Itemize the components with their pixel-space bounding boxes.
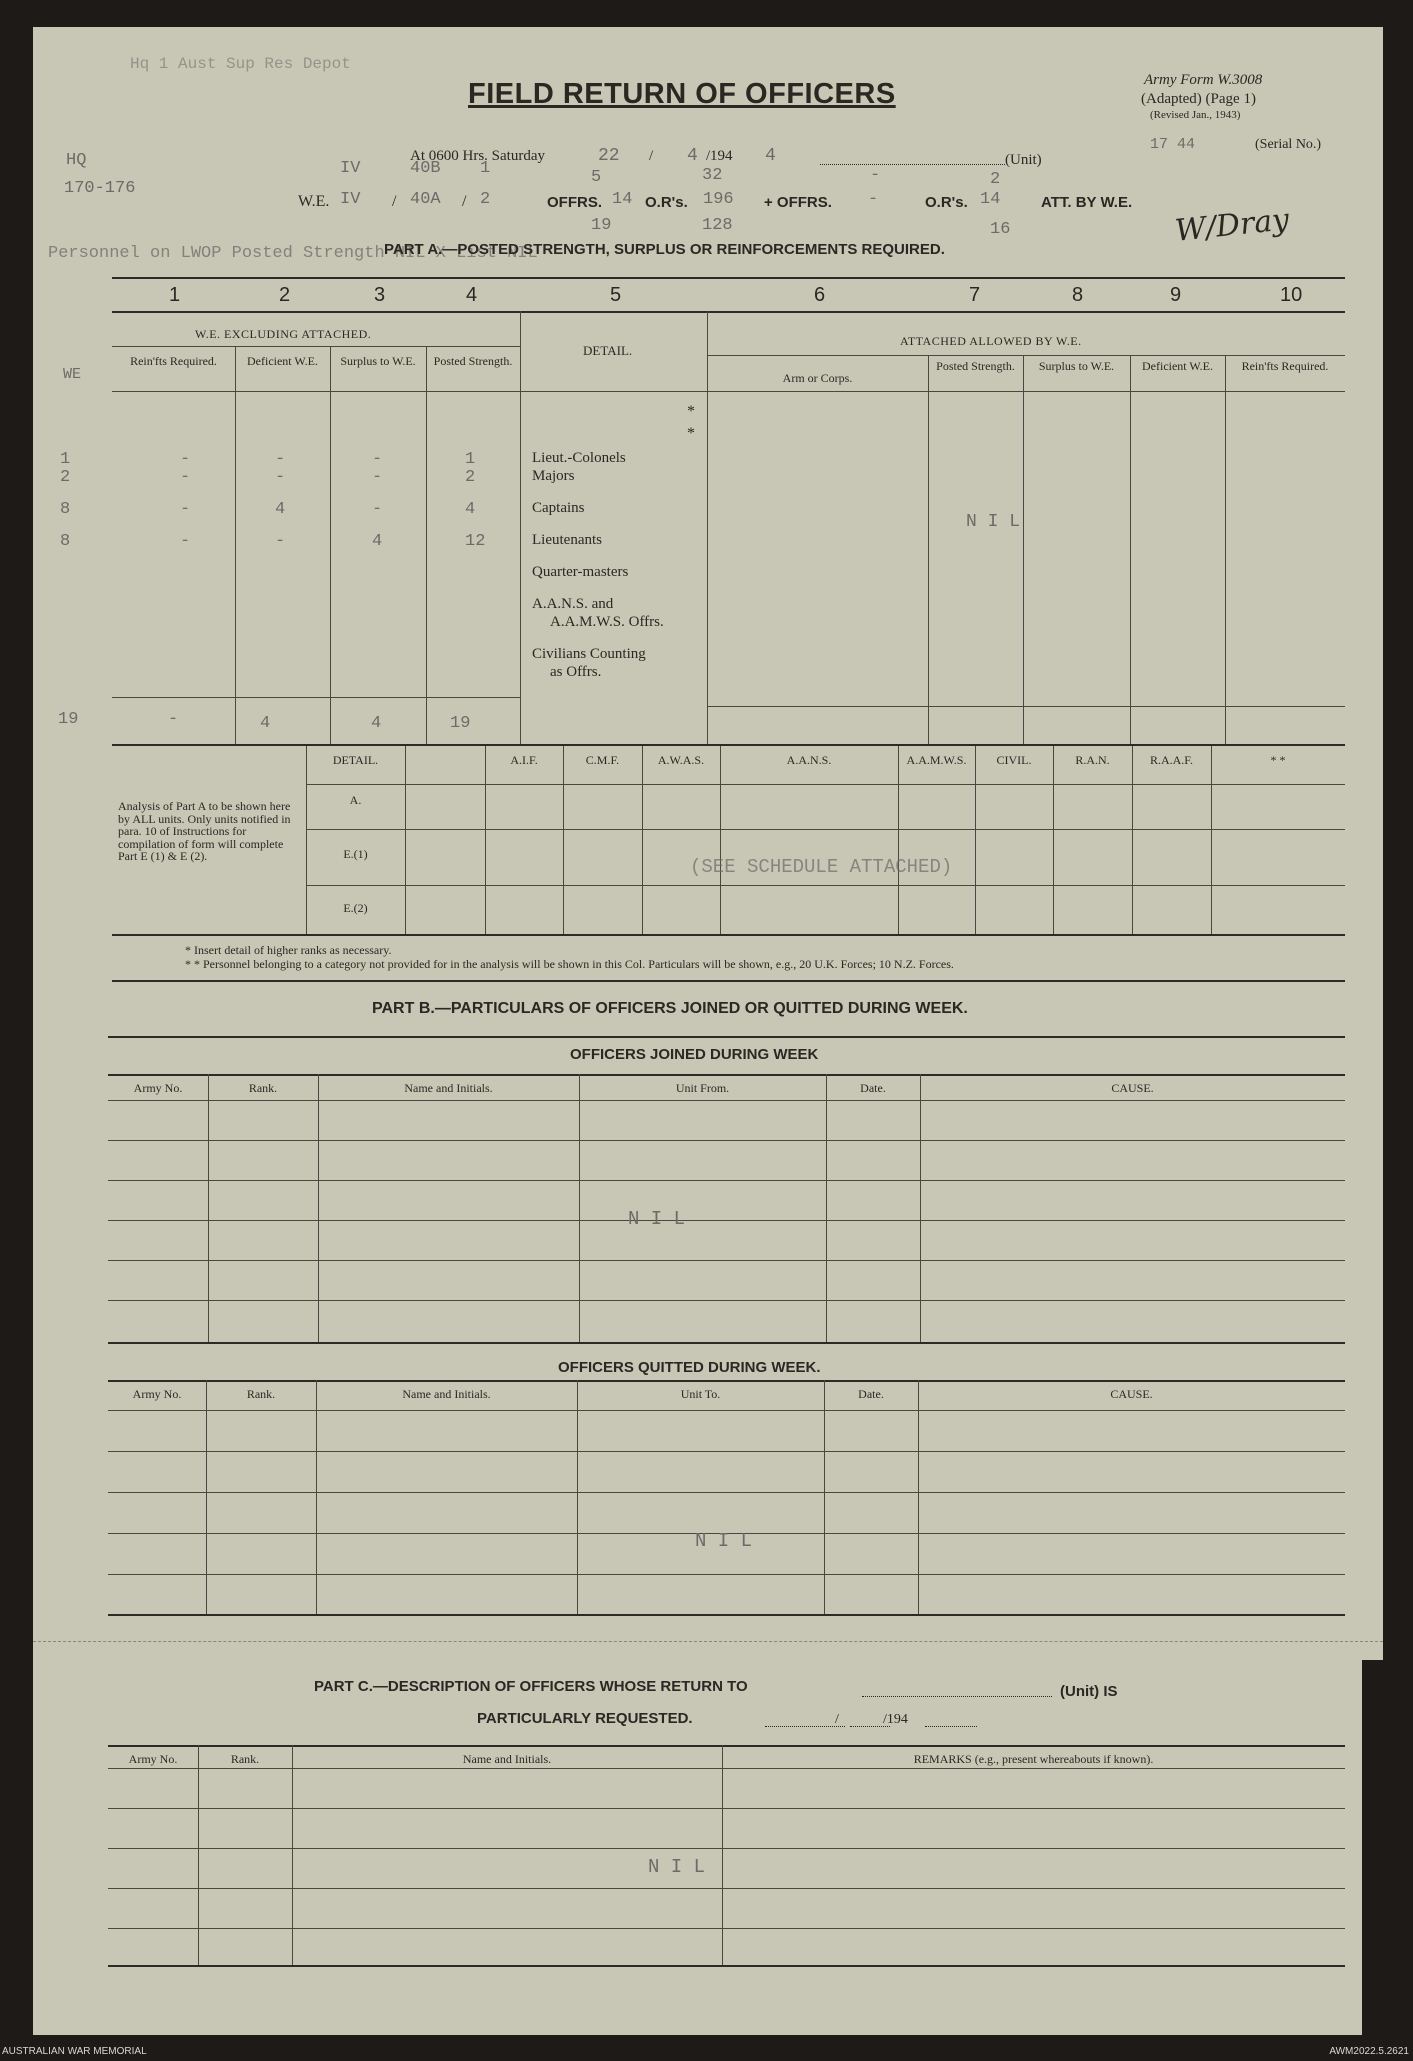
- row-posted: 1: [465, 450, 476, 469]
- date-month: 4: [687, 146, 698, 166]
- part-c-year: /194: [883, 1712, 908, 1727]
- table-header: Name and Initials.: [404, 1081, 493, 1095]
- row-detail: Captains: [532, 500, 585, 516]
- row-surplus: -: [372, 468, 383, 487]
- offrs-below: 19: [591, 216, 612, 235]
- row-posted: 4: [465, 500, 476, 519]
- footnote-1: * Insert detail of higher ranks as necessary.: [185, 943, 392, 957]
- row-reinf: -: [180, 450, 191, 469]
- row-posted: 2: [465, 468, 476, 487]
- typed-range: 170-176: [64, 179, 136, 198]
- serial-number-value: 17 44: [1150, 136, 1196, 153]
- attached-allowed-label: ATTACHED ALLOWED BY W.E.: [900, 334, 1082, 348]
- serial-number-label: (Serial No.): [1255, 137, 1322, 152]
- row-deficient: -: [275, 468, 286, 487]
- quitted-title: OFFICERS QUITTED DURING WEEK.: [558, 1359, 821, 1376]
- part-c-title: PART C.—DESCRIPTION OF OFFICERS WHOSE RETURN TO: [314, 1678, 748, 1695]
- table-header: REMARKS (e.g., present whereabouts if known).: [913, 1752, 1154, 1766]
- row-detail: Majors: [532, 468, 575, 484]
- joined-nil: N I L: [628, 1208, 686, 1230]
- offrs-label: OFFRS.: [547, 194, 602, 211]
- column-number: 5: [610, 284, 622, 306]
- row-posted: 12: [465, 532, 486, 551]
- quitted-nil: N I L: [695, 1530, 753, 1552]
- total-posted: 19: [450, 714, 471, 733]
- part-a-header: Rein'fts Required.: [1241, 359, 1329, 373]
- we-value-1: IV: [340, 190, 361, 209]
- analysis-header: CIVIL.: [996, 753, 1032, 767]
- part-c-unit-is: (Unit) IS: [1060, 1683, 1118, 1700]
- part-a-header: Surplus to W.E.: [340, 354, 416, 368]
- signature: W/Dray: [1173, 202, 1291, 249]
- column-number: 8: [1072, 284, 1084, 306]
- footer-left: AUSTRALIAN WAR MEMORIAL: [2, 2046, 147, 2057]
- time-label: At 0600 Hrs. Saturday: [410, 148, 545, 164]
- ors-label: O.R's.: [645, 194, 688, 211]
- table-header: Date.: [860, 1081, 886, 1095]
- table-header: Unit From.: [675, 1081, 730, 1095]
- we-value-2: 40A: [410, 190, 441, 209]
- row-detail: Lieutenants: [532, 532, 602, 548]
- table-header: Name and Initials.: [402, 1387, 491, 1401]
- row-deficient: -: [275, 450, 286, 469]
- date-day: 22: [598, 146, 620, 166]
- row-we: 2: [60, 468, 71, 487]
- table-header: Rank.: [246, 1387, 276, 1401]
- att-by-we-label: ATT. BY W.E.: [1041, 194, 1133, 211]
- typed-hq: HQ: [66, 151, 87, 170]
- ors2-label: O.R's.: [925, 194, 968, 211]
- analysis-header: A.W.A.S.: [657, 753, 705, 767]
- offrs-value: 14: [612, 190, 633, 209]
- column-number: 4: [466, 284, 478, 306]
- form-title: FIELD RETURN OF OFFICERS: [468, 78, 896, 110]
- row-reinf: -: [180, 532, 191, 551]
- row-surplus: 4: [372, 532, 383, 551]
- analysis-row-label: E.(2): [343, 901, 368, 915]
- part-a-header: Posted Strength.: [433, 354, 513, 368]
- we-excluding-attached-label: W.E. EXCLUDING ATTACHED.: [195, 327, 372, 341]
- table-header: Rank.: [248, 1081, 278, 1095]
- analysis-header: A.A.N.S.: [786, 753, 832, 767]
- detail-label: DETAIL.: [583, 343, 633, 358]
- plus-offrs-value: -: [868, 190, 879, 209]
- table-header: Army No.: [128, 1752, 178, 1766]
- row-we: 8: [60, 532, 71, 551]
- part-a-title: PART A.—POSTED STRENGTH, SURPLUS OR REINFORCEMENTS REQUIRED.: [384, 241, 945, 258]
- column-number: 9: [1170, 284, 1182, 306]
- table-header: CAUSE.: [1111, 1081, 1154, 1095]
- total-deficient: 4: [260, 714, 271, 733]
- ors-below: 128: [702, 216, 733, 235]
- date-year-digit: 4: [765, 146, 776, 166]
- table-header: Army No.: [132, 1387, 182, 1401]
- analysis-header: A.I.F.: [510, 753, 538, 767]
- revised-note: (Revised Jan., 1943): [1150, 109, 1241, 121]
- plus-offrs-label: + OFFRS.: [764, 194, 832, 211]
- margin-we: WE: [63, 366, 82, 383]
- unit-label: (Unit): [1005, 152, 1042, 168]
- table-header: Army No.: [133, 1081, 183, 1095]
- total-reinf: -: [168, 710, 179, 729]
- part-c-line2: PARTICULARLY REQUESTED.: [477, 1710, 693, 1727]
- row-deficient: -: [275, 532, 286, 551]
- column-number: 1: [169, 284, 181, 306]
- joined-title: OFFICERS JOINED DURING WEEK: [570, 1046, 819, 1063]
- total-we: 19: [58, 710, 79, 729]
- row-reinf: -: [180, 500, 191, 519]
- army-form-number: Army Form W.3008: [1144, 72, 1263, 88]
- row-deficient: 4: [275, 500, 286, 519]
- row-detail: Lieut.-Colonels: [532, 450, 626, 466]
- column-number: 6: [814, 284, 826, 306]
- table-header: Name and Initials.: [462, 1752, 552, 1766]
- part-a-header: Deficient W.E.: [1142, 359, 1213, 373]
- we-above-2: 40B: [410, 159, 441, 178]
- offrs-above: 5: [591, 168, 602, 187]
- analysis-header: * *: [1270, 753, 1286, 767]
- adapted-note: (Adapted) (Page 1): [1141, 91, 1256, 107]
- ors2-value: 14: [980, 190, 1001, 209]
- typed-unit-name: Hq 1 Aust Sup Res Depot: [130, 55, 351, 73]
- asterisk-2: *: [687, 425, 695, 442]
- analysis-header: A.A.M.W.S.: [906, 753, 967, 767]
- part-a-header: Posted Strength.: [936, 359, 1015, 373]
- schedule-attached: (SEE SCHEDULE ATTACHED): [690, 856, 953, 878]
- footnote-2: * * Personnel belonging to a category not provided for in the analysis will be shown in this Col. Particulars will be shown, e.g., 20 U.K. Forces; 10 N.Z. Forces.: [185, 957, 954, 971]
- asterisk-1: *: [687, 403, 695, 420]
- row-we: 8: [60, 500, 71, 519]
- ors-value: 196: [703, 190, 734, 209]
- analysis-header: C.M.F.: [585, 753, 620, 767]
- we-value-3: 2: [480, 190, 491, 209]
- analysis-header: DETAIL.: [332, 753, 379, 767]
- column-number: 2: [279, 284, 291, 306]
- we-above-3: 1: [480, 159, 491, 178]
- column-number: 3: [374, 284, 386, 306]
- part-a-header: Deficient W.E.: [247, 354, 318, 368]
- row-detail: as Offrs.: [550, 664, 602, 680]
- row-surplus: -: [372, 450, 383, 469]
- part-a-header: Surplus to W.E.: [1038, 359, 1115, 373]
- column-number: 7: [969, 284, 981, 306]
- row-surplus: -: [372, 500, 383, 519]
- part-a-header: Rein'fts Required.: [130, 354, 217, 368]
- we-label: W.E.: [298, 193, 330, 210]
- row-detail: Civilians Counting: [532, 646, 646, 662]
- table-header: Rank.: [230, 1752, 260, 1766]
- footer-right: AWM2022.5.2621: [1329, 2046, 1409, 2057]
- row-detail: Quarter-masters: [532, 564, 629, 580]
- part-b-title: PART B.—PARTICULARS OF OFFICERS JOINED OR QUITTED DURING WEEK.: [372, 1000, 968, 1017]
- date-year-prefix: 194: [710, 148, 733, 164]
- ors2-below: 16: [990, 220, 1011, 239]
- analysis-header: R.A.A.F.: [1149, 753, 1194, 767]
- analysis-row-label: E.(1): [343, 847, 368, 861]
- ors2-above: 2: [990, 170, 1001, 189]
- row-detail: A.A.N.S. and: [532, 596, 614, 612]
- analysis-row-label: A.: [349, 793, 362, 807]
- table-header: Date.: [858, 1387, 884, 1401]
- part-c-nil: N I L: [648, 1856, 706, 1878]
- row-reinf: -: [180, 468, 191, 487]
- row-we: 1: [60, 450, 71, 469]
- column-number: 10: [1280, 284, 1303, 306]
- attached-nil: N I L: [966, 512, 1021, 532]
- analysis-header: R.A.N.: [1075, 753, 1110, 767]
- typed-personnel-line: Personnel on LWOP Posted Strength NIL X List NIL: [48, 244, 538, 263]
- table-header: CAUSE.: [1110, 1387, 1153, 1401]
- we-above-1: IV: [340, 159, 361, 178]
- total-surplus: 4: [371, 714, 382, 733]
- ors-above: 32: [702, 166, 723, 185]
- table-header: Unit To.: [680, 1387, 721, 1401]
- analysis-note: Analysis of Part A to be shown here by ALL units. Only units notified in para. 10 of Instructions for compilation of form will complete Part E (1) & E (2).: [118, 799, 291, 863]
- row-detail: A.A.M.W.S. Offrs.: [550, 614, 664, 630]
- part-a-header: Arm or Corps.: [782, 371, 853, 385]
